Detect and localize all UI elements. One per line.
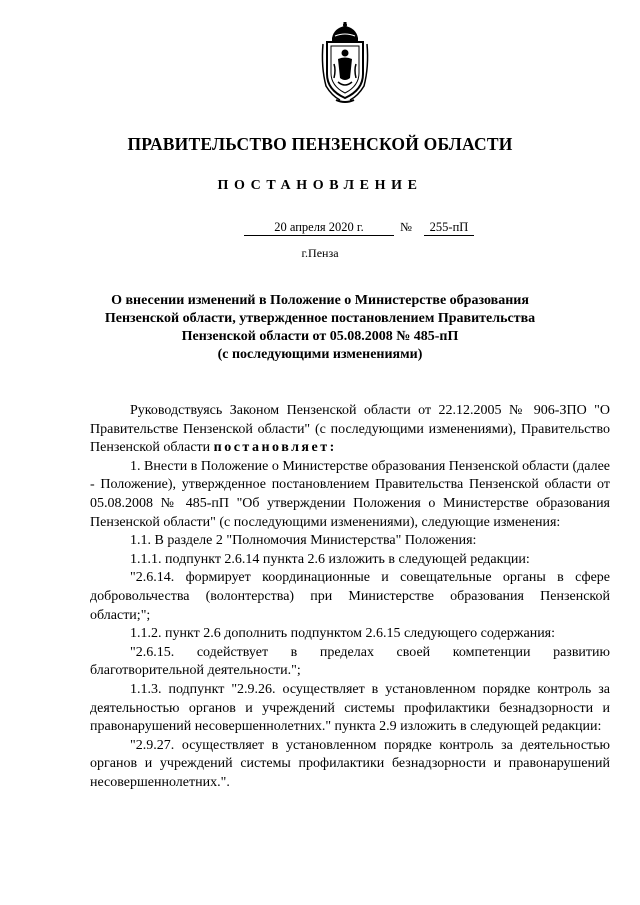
document-subject (0, 292, 640, 364)
body-paragraph: 1.1.2. пункт 2.6 дополнить подпунктом 2.6.15 следующего содержания: (130, 626, 556, 642)
number-sign: № (400, 220, 412, 234)
subject-line: О внесении изменений в Положение о Министерстве образования (111, 293, 529, 308)
document-meta (0, 220, 640, 240)
body-paragraph: "2.6.14. формирует координационные и совещательные органы в сфере добровольчества (волонтерства) при Министерстве образования Пензенской области;"; (90, 570, 610, 623)
body-paragraph: 1.1.3. подпункт "2.9.26. осуществляет в установленном порядке контроль за деятельностью органов и учреждений системы профилактики безнадзорности и правонарушений несовершеннолетних." пункта 2.9 изложить в следующей редакции: (90, 681, 610, 735)
preamble-paragraph (90, 402, 610, 458)
body-paragraph: 1. Внести в Положение о Министерстве образования Пензенской области (далее - Положение), утвержденное постановлением Правительства Пензенской области от 05.08.2008 № 485-пП "Об утверждении Положения о Министерстве образования Пензенской области" (с последующими изменениями), следующие изменения: (90, 458, 610, 530)
body-paragraph: 1.1. В разделе 2 "Полномочия Министерства" Положения: (130, 533, 477, 549)
body-paragraph: "2.6.15. содействует в пределах своей компетенции развитию благотворительной деятельности."; (90, 644, 610, 679)
subject-line: Пензенской области от 05.08.2008 № 485-пП (181, 329, 459, 344)
government-title: ПРАВИТЕЛЬСТВО ПЕНЗЕНСКОЙ ОБЛАСТИ (127, 134, 513, 154)
coat-of-arms-icon (320, 22, 370, 104)
document-place: г.Пенза (301, 246, 339, 260)
document-date: 20 апреля 2020 г. (244, 220, 394, 236)
document-body (90, 402, 610, 792)
subject-line: Пензенской области, утвержденное постановлением Правительства (104, 311, 536, 326)
body-paragraph: 1.1.1. подпункт 2.6.14 пункта 2.6 изложить в следующей редакции: (130, 551, 530, 567)
document-type: ПОСТАНОВЛЕНИЕ (217, 178, 423, 193)
document-number: 255-пП (424, 220, 474, 236)
subject-line: (с последующими изменениями) (217, 347, 423, 362)
decree-word: постановляет: (213, 440, 337, 456)
body-paragraph: "2.9.27. осуществляет в установленном порядке контроль за деятельностью органов и учреждений системы профилактики безнадзорности и правонарушений несовершеннолетних.". (90, 737, 610, 790)
preamble-text: Руководствуясь Законом Пензенской области от 22.12.2005 № 906-ЗПО "О Правительстве Пензенской области" (с последующими изменениями), Правительство Пензенской области (90, 403, 610, 456)
